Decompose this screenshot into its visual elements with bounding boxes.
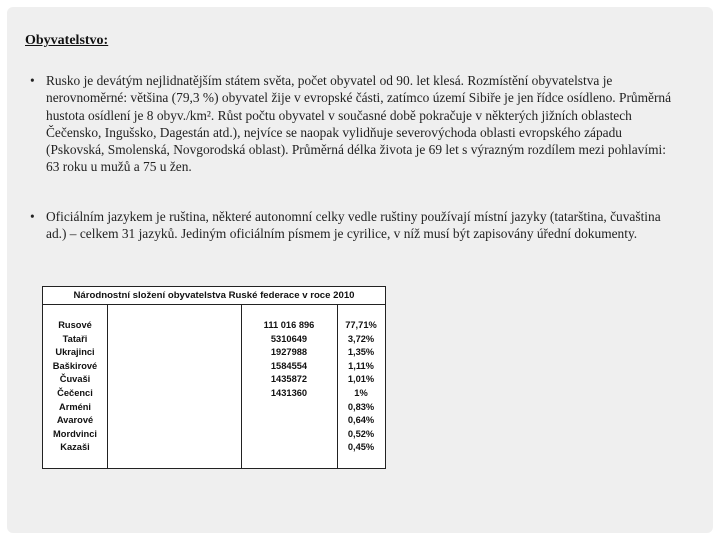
nationality-cell: Tataři: [62, 333, 88, 344]
table-row: [43, 373, 385, 386]
percent-cell: 3,72%: [347, 333, 375, 344]
table-row: [43, 333, 385, 346]
percent-cell: 0,52%: [347, 428, 375, 439]
table-title: Národnostní složení obyvatelstva Ruské federace v roce 2010: [43, 287, 385, 305]
table-row: [43, 441, 385, 454]
nationality-table: [42, 286, 386, 469]
percent-cell: 0,64%: [347, 415, 375, 426]
percent-cell: 1,01%: [347, 374, 375, 385]
nationality-cell: Arméni: [58, 401, 92, 412]
nationality-cell: Mordvinci: [53, 428, 97, 439]
percent-cell: 77,71%: [345, 320, 377, 330]
nationality-cell: Avarové: [56, 415, 94, 426]
table-row: [43, 360, 385, 373]
nationality-cell: Ukrajinci: [55, 347, 95, 358]
nationality-cell: Čuvaši: [59, 374, 91, 385]
table-row: [43, 346, 385, 359]
population-cell: 5310649: [270, 333, 308, 344]
bullet-marker: •: [30, 209, 35, 224]
bullet-text: Oficiálním jazykem je ruština, některé autonomní celky vedle ruštiny používají místní jazyky (tatarština, čuvaština ad.) – celkem 31 jazyků. Jediným oficiálním písmem je cyrilice, v níž musí být zapisovány úřední dokumenty.: [46, 209, 661, 242]
percent-cell: 1%: [354, 388, 368, 398]
nationality-cell: Baškirové: [52, 360, 98, 371]
population-cell: 1431360: [270, 388, 308, 398]
percent-cell: 0,45%: [347, 442, 375, 453]
percent-cell: 0,83%: [347, 401, 375, 412]
population-cell: 111 016 896: [263, 320, 315, 330]
bullet-text: Rusko je devátým nejlidnatějším státem světa, počet obyvatel od 90. let klesá. Rozmístění obyvatelstva je nerovnoměrné: většina (79,3 %) obyvatel žije v evropské části, zatímco území Sibiře je jen řídce osídleno. Průměrná hustota osídlení je 8 obyv./km². Růst počtu obyvatel v současné době pokračuje v některých jižních oblastech Čečensko, Ingušsko, Dagestán atd.), nejvíce se naopak vylidňuje severovýchoda oblasti evropského západu (Pskovská, Smolenská, Novgorodská oblast). Průměrná délka života je 69 let s výrazným rozdílem mezi pohlavími: 63 roku u mužů a 75 u žen.: [46, 73, 672, 175]
table-row: [43, 428, 385, 441]
table-row: [43, 319, 385, 332]
section-heading: Obyvatelstvo:: [25, 33, 109, 48]
nationality-cell: Čečenci: [57, 388, 93, 398]
bullet-marker: •: [30, 73, 35, 88]
percent-cell: 1,35%: [347, 347, 375, 358]
table-row: [43, 414, 385, 427]
bullet-language: [25, 208, 675, 243]
table-row: [43, 387, 385, 400]
population-cell: 1435872: [270, 374, 308, 385]
bullet-population: [25, 72, 675, 176]
percent-cell: 1,11%: [348, 360, 374, 371]
population-cell: 1584554: [270, 360, 308, 371]
nationality-cell: Kazaši: [60, 442, 90, 453]
nationality-cell: Rusové: [58, 320, 92, 330]
table-row: [43, 401, 385, 414]
population-cell: 1927988: [270, 347, 308, 358]
